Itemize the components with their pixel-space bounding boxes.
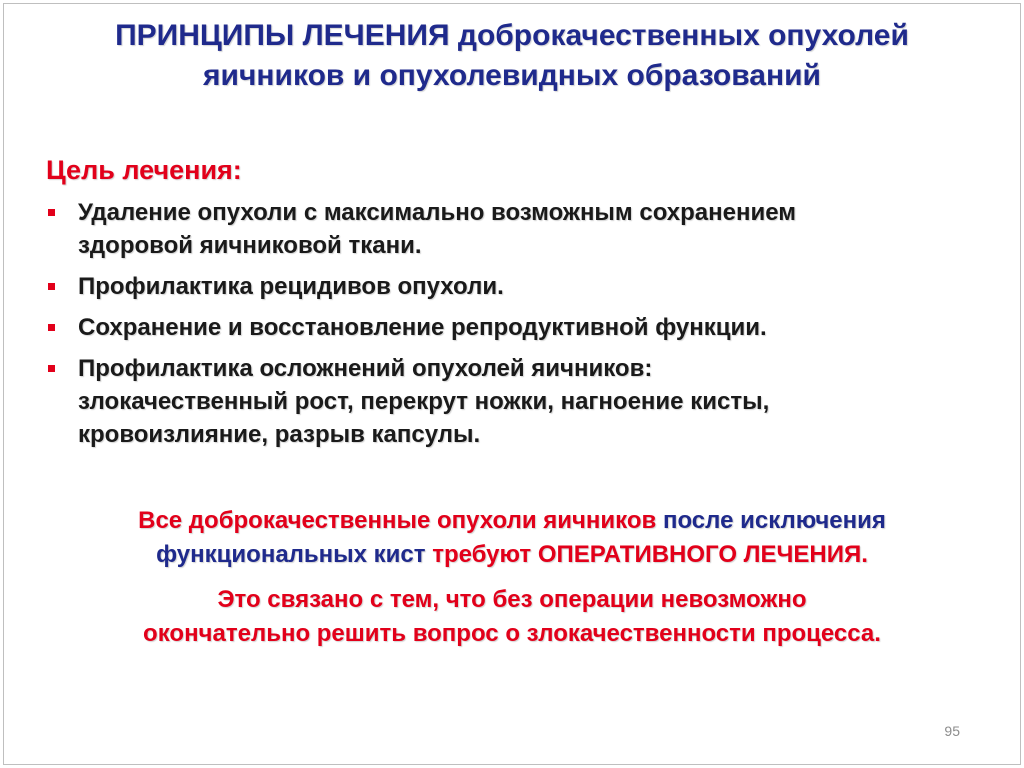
list-item-line: злокачественный рост, перекрут ножки, нагноение кисты, xyxy=(78,388,770,415)
list-item-line: Удаление опухоли с максимально возможным сохранением xyxy=(78,199,796,226)
bullet-square-icon xyxy=(48,324,55,331)
list-item xyxy=(46,352,966,451)
page-number: 95 xyxy=(944,723,960,739)
goal-heading: Цель лечения: xyxy=(46,155,242,185)
list-item xyxy=(46,311,966,344)
conclusion-part-1: Все доброкачественные опухоли яичников xyxy=(138,507,657,534)
conclusion-part-4: требуют xyxy=(432,541,532,568)
note-line-2: окончательно решить вопрос о злокачественности процесса. xyxy=(143,620,881,647)
note-line-1: Это связано с тем, что без операции невозможно xyxy=(217,586,807,613)
bullet-square-icon xyxy=(48,365,55,372)
list-item-line: здоровой яичниковой ткани. xyxy=(78,232,422,259)
list-item xyxy=(46,196,966,262)
title-rest: доброкачественных опухолей xyxy=(457,19,909,52)
conclusion-part-5: ОПЕРАТИВНОГО ЛЕЧЕНИЯ. xyxy=(537,541,868,568)
list-item xyxy=(46,270,966,303)
bullet-square-icon xyxy=(48,209,55,216)
list-item-line: Сохранение и восстановление репродуктивной функции. xyxy=(78,314,767,341)
explanation-note xyxy=(40,583,984,651)
conclusion-part-2: после исключения xyxy=(662,507,886,534)
list-item-line: кровоизлияние, разрыв капсулы. xyxy=(78,421,481,448)
title-caps: ПРИНЦИПЫ ЛЕЧЕНИЯ xyxy=(115,19,450,52)
conclusion-part-3: функциональных кист xyxy=(156,541,426,568)
bullet-square-icon xyxy=(48,283,55,290)
goal-list xyxy=(46,196,966,459)
title-line-2: яичников и опухолевидных образований xyxy=(203,59,821,92)
slide-title xyxy=(30,16,994,96)
conclusion-text xyxy=(40,504,984,572)
list-item-line: Профилактика рецидивов опухоли. xyxy=(78,273,504,300)
list-item-line: Профилактика осложнений опухолей яичников: xyxy=(78,355,653,382)
